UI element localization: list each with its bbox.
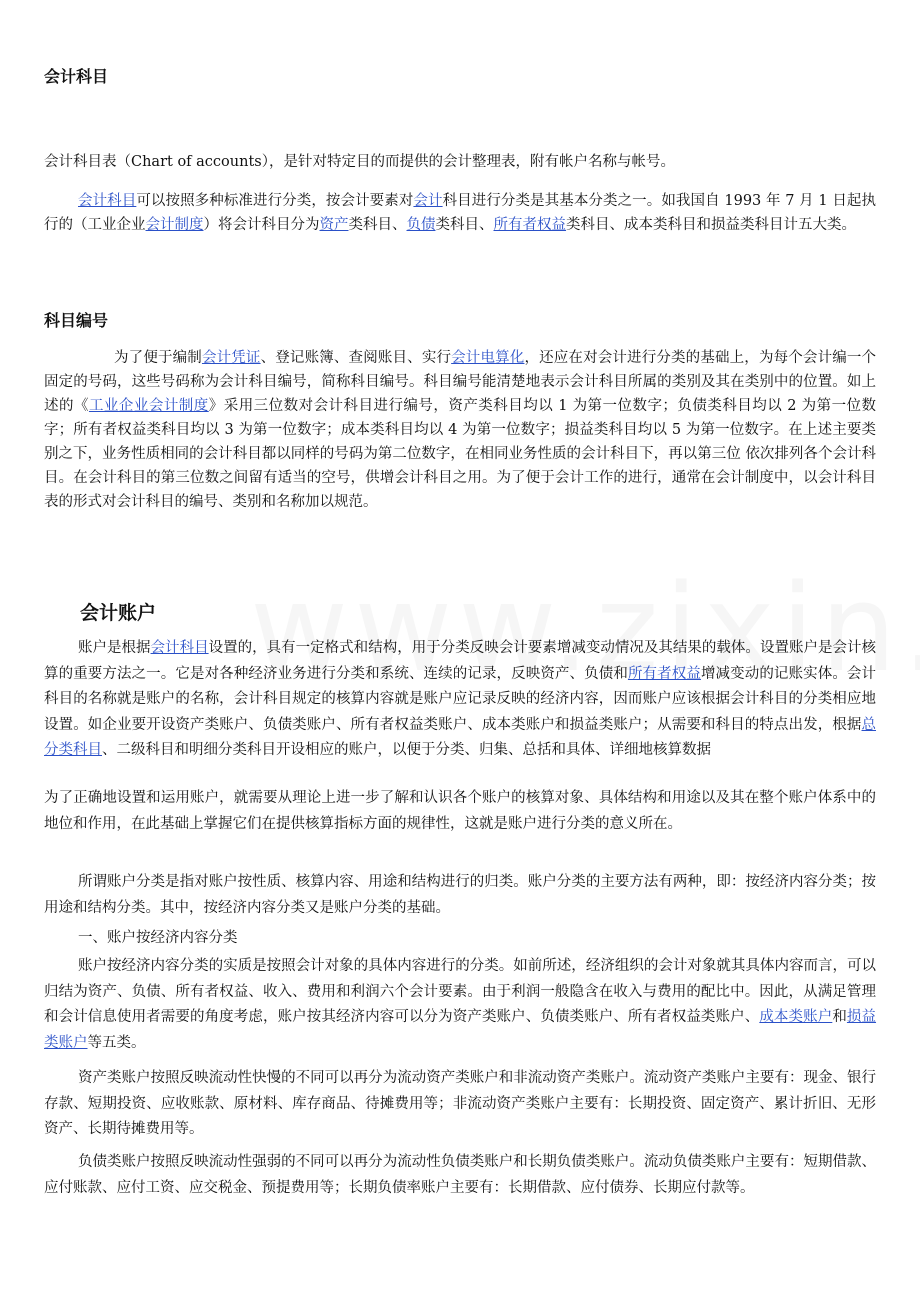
paragraph-numbering: 为了便于编制会计凭证、登记账簿、查阅账目、实行会计电算化，还应在对会计进行分类的基础上，为每个会计编一个固定的号码，这些号码称为会计科目编号，简称科目编号。科目编号能清楚地表示会计科目所属的类别及其在类别中的位置。如上述的《工业企业会计制度》采用三位数对会计科目进行编号，资产类科目均以 1 为第一位数字；负债类科目均以 2 为第一位数字；所有者权益类科目均以 3 为第一位数字；成本类科目均以 4 为第一位数字；损益类科目均以 5 为第一位数字。在上述主要类别之下，业务性质相同的会计科目都以同样的号码为第二位数字，在相同业务性质的会计科目下，再以第三位 依次排列各个会计科目。在会计科目的第三位数之间留有适当的空号，供增会计科目之用。为了便于会计工作的进行，通常在会计制度中，以会计科目表的形式对会计科目的编号、类别和名称加以规范。 bbox=[44, 350, 877, 510]
link-kj[interactable]: 会计 bbox=[413, 193, 443, 209]
link-cblzh[interactable]: 成本类账户 bbox=[759, 1009, 833, 1025]
paragraph-chart-of-accounts: 会计科目表（Chart of accounts），是针对特定目的而提供的会计整理表，附有帐户名称与帐号。 bbox=[44, 154, 675, 170]
section-title-accounting-subjects: 会计科目 bbox=[44, 67, 109, 86]
paragraph-account-classification-methods: 所谓账户分类是指对账户按性质、核算内容、用途和结构进行的归类。账户分类的主要方法有两种，即：按经济内容分类；按用途和结构分类。其中，按经济内容分类又是账户分类的基础。 bbox=[44, 874, 876, 916]
link-fz[interactable]: 负债 bbox=[406, 217, 436, 233]
paragraph-accounts-definition: 账户是根据会计科目设置的，具有一定格式和结构，用于分类反映会计要素增减变动情况及其结果的载体。设置账户是会计核算的重要方法之一。它是对各种经济业务进行分类和系统、连续的记录，反映资产、负债和所有者权益增减变动的记账实体。会计科目的名称就是账户的名称，会计科目规定的核算内容就是账户应记录反映的经济内容，因而账户应该根据会计科目的分类相应地设置。如企业要开设资产类账户、负债类账户、所有者权益类账户、成本类账户和损益类账户；从需要和科目的特点出发，根据总分类科目、二级科目和明细分类科目开设相应的账户，以便于分类、归集、总括和具体、详细地核算数据 bbox=[44, 640, 877, 758]
link-zc[interactable]: 资产 bbox=[319, 217, 349, 233]
link-syzqy-2[interactable]: 所有者权益 bbox=[627, 665, 701, 682]
paragraph-liability-accounts: 负债类账户按照反映流动性强弱的不同可以再分为流动性负债类账户和长期负债类账户。流动负债类账户主要有：短期借款、应付账款、应付工资、应交税金、预提费用等；长期负债率账户主要有：长期借款、应付债券、长期应付款等。 bbox=[44, 1154, 876, 1196]
paragraph-classification: 会计科目可以按照多种标准进行分类，按会计要素对会计科目进行分类是其基本分类之一。如我国自 1993 年 7 月 1 日起执行的（工业企业会计制度）将会计科目分为资产类科目、负债类科目、所有者权益类科目、成本类科目和损益类科目计五大类。 bbox=[44, 193, 877, 233]
link-sylzh[interactable]: 损益类账户 bbox=[44, 1009, 877, 1051]
paragraph-asset-accounts: 资产类账户按照反映流动性快慢的不同可以再分为流动资产类账户和非流动资产类账户。流动资产类账户主要有：现金、银行存款、短期投资、应收账款、原材料、库存商品、待摊费用等；非流动资产类账户主要有：长期投资、固定资产、累计折旧、无形资产、长期待摊费用等。 bbox=[44, 1070, 876, 1137]
section-title-accounts: 会计账户 bbox=[80, 602, 157, 624]
link-kjkm[interactable]: 会计科目 bbox=[78, 193, 137, 209]
paragraph-account-classification-purpose: 为了正确地设置和运用账户，就需要从理论上进一步了解和认识各个账户的核算对象、具体结构和用途以及其在整个账户体系中的地位和作用，在此基础上掌握它们在提供核算指标方面的规律性，这就是账户进行分类的意义所在。 bbox=[44, 790, 876, 832]
link-kjpz[interactable]: 会计凭证 bbox=[201, 350, 261, 366]
paragraph-economic-content: 账户按经济内容分类的实质是按照会计对象的具体内容进行的分类。如前所述，经济组织的会计对象就其具体内容而言，可以归结为资产、负债、所有者权益、收入、费用和利润六个会计要素。由于利润一般隐含在收入与费用的配比中。因此，从满足管理和会计信息使用者需要的角度考虑，账户按其经济内容可以分为资产类账户、负债类账户、所有者权益类账户、成本类账户和损益类账户等五类。 bbox=[44, 958, 877, 1051]
link-zflkm[interactable]: 总分类科目 bbox=[44, 716, 876, 758]
link-gyqykjzd[interactable]: 工业企业会计制度 bbox=[88, 398, 209, 414]
section-title-subject-numbering: 科目编号 bbox=[44, 311, 109, 330]
subheading-by-economic-content: 一、账户按经济内容分类 bbox=[78, 930, 238, 946]
link-syzqy[interactable]: 所有者权益 bbox=[493, 217, 566, 233]
link-kjkm-2[interactable]: 会计科目 bbox=[150, 640, 209, 656]
link-kjdsh[interactable]: 会计电算化 bbox=[451, 350, 525, 366]
link-kjzd[interactable]: 会计制度 bbox=[145, 217, 204, 233]
